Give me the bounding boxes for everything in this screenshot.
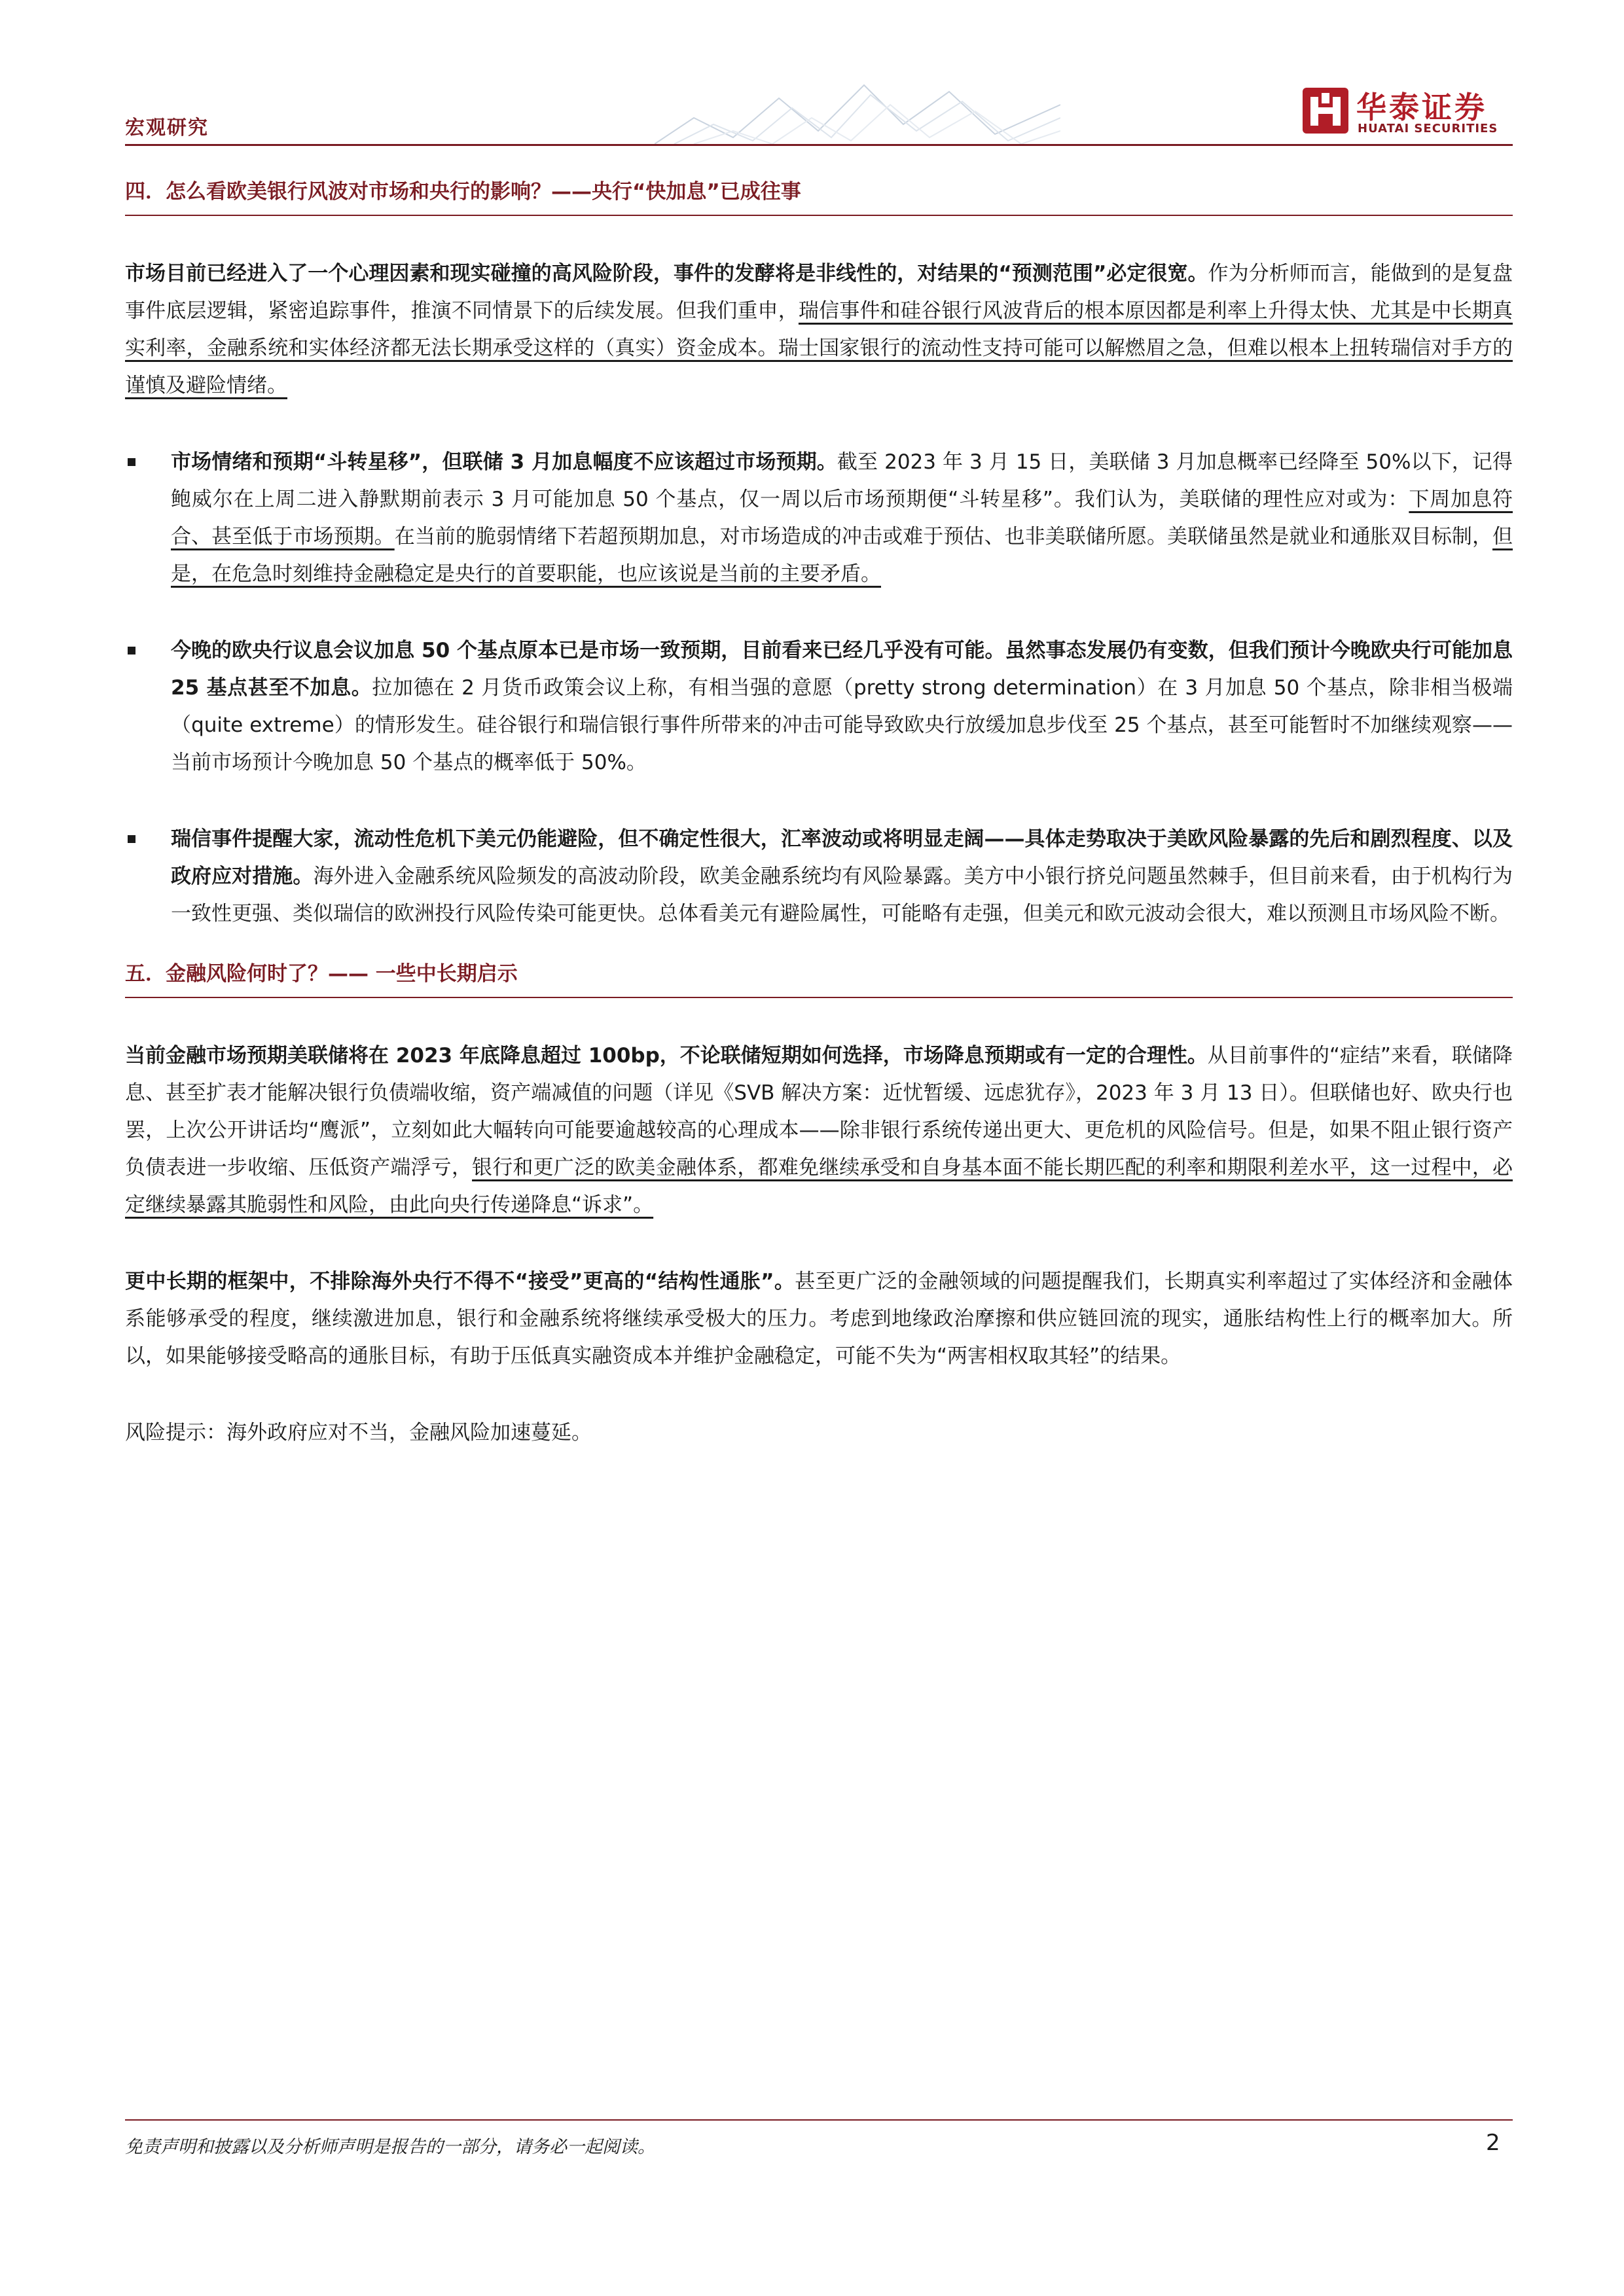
section-4-title: 四．怎么看欧美银行风波对市场和央行的影响？——央行“快加息”已成往事 <box>125 177 1513 216</box>
header-category-label: 宏观研究 <box>125 117 209 139</box>
section-5-paragraph-1 <box>125 1037 1513 1224</box>
section-4-intro-paragraph <box>125 255 1513 404</box>
bullet-item-dollar-safe-haven <box>125 821 1513 933</box>
bullet-1-body-text-2: 在当前的脆弱情绪下若超预期加息，对市场造成的冲击或难于预估、也非美联储所愿。美联储虽然是就业和通胀双目标制， <box>394 525 1493 548</box>
bullet-1-bold-text: 市场情绪和预期“斗转星移”，但联储 3 月加息幅度不应该超过市场预期。 <box>171 450 837 474</box>
bullet-1-underlined-text: 下周加息符合、甚至低于市场预期。 <box>171 488 1513 548</box>
header-decoration-graphic <box>655 79 1060 144</box>
page-number: 2 <box>1486 2130 1500 2156</box>
intro-bold-text: 市场目前已经进入了一个心理因素和现实碰撞的高风险阶段，事件的发酵将是非线性的，对结果的“预测范围”必定很宽。 <box>125 262 1208 285</box>
section-5-p2-bold-text: 更中长期的框架中，不排除海外央行不得不“接受”更高的“结构性通胀”。 <box>125 1270 795 1293</box>
bullet-3-bold-text: 瑞信事件提醒大家，流动性危机下美元仍能避险，但不确定性很大，汇率波动或将明显走阔——具体走势取决于美欧风险暴露的先后和剧烈程度、以及政府应对措施。 <box>171 827 1513 888</box>
section-5-p1-body-text: 从目前事件的“症结”来看，联储降息、甚至扩表才能解决银行负债端收缩，资产端减值的问题（详见《SVB 解决方案：近忧暂缓、远虑犹存》，2023 年 3 月 13 日）。但联储也好、欧央行也罢，上次公开讲话均“鹰派”，立刻如此大幅转向可能要逾越较高的心理成本——除非银行系统传递出更大、更危机的风险信号。但是，如果不阻止银行资产负债表进一步收缩、压低资产端浮亏， <box>125 1044 1513 1179</box>
logo-english-name: HUATAI SECURITIES <box>1358 122 1498 135</box>
bullet-1-underlined-text-2: 但是，在危急时刻维持金融稳定是央行的首要职能，也应该说是当前的主要矛盾。 <box>171 525 1513 586</box>
section-5-title: 五．金融风险何时了？—— 一些中长期启示 <box>125 959 1513 998</box>
bullet-item-ecb-meeting <box>125 632 1513 781</box>
header-divider <box>125 144 1513 146</box>
bullet-square-icon <box>128 647 135 655</box>
bullet-item-fed-expectations <box>125 444 1513 593</box>
section-5-paragraph-2 <box>125 1263 1513 1375</box>
footer-disclaimer: 免责声明和披露以及分析师声明是报告的一部分，请务必一起阅读。 <box>125 2137 655 2157</box>
bullet-2-bold-text: 今晚的欧央行议息会议加息 50 个基点原本已是市场一致预期，目前看来已经几乎没有可能。虽然事态发展仍有变数，但我们预计今晚欧央行可能加息 25 基点甚至不加息。 <box>171 639 1513 700</box>
section-5-p1-underlined-text: 银行和更广泛的欧美金融体系，都难免继续承受和自身基本面不能长期匹配的利率和期限利差水平，这一过程中，必定继续暴露其脆弱性和风险，由此向央行传递降息“诉求”。 <box>125 1156 1513 1217</box>
bullet-2-body-text: 拉加德在 2 月货币政策会议上称，有相当强的意愿（pretty strong determination）在 3 月加息 50 个基点，除非相当极端（quite extreme）的情形发生。硅谷银行和瑞信银行事件所带来的冲击可能导致欧央行放缓加息步伐至 25 个基点，甚至可能暂时不加继续观察——当前市场预计今晚加息 50 个基点的概率低于 50%。 <box>171 676 1513 774</box>
bullet-square-icon <box>128 458 135 466</box>
bullet-square-icon <box>128 835 135 843</box>
company-logo <box>1303 84 1519 140</box>
main-content <box>125 177 1513 1452</box>
section-5-p1-bold-text: 当前金融市场预期美联储将在 2023 年底降息超过 100bp，不论联储短期如何选择，市场降息预期或有一定的合理性。 <box>125 1044 1208 1067</box>
section-5-p2-body-text: 甚至更广泛的金融领域的问题提醒我们，长期真实利率超过了实体经济和金融体系能够承受的程度，继续激进加息，银行和金融系统将继续承受极大的压力。考虑到地缘政治摩擦和供应链回流的现实，通胀结构性上行的概率加大。所以，如果能够接受略高的通胀目标，有助于压低真实融资成本并维护金融稳定，可能不失为“两害相权取其轻”的结果。 <box>125 1270 1513 1368</box>
page-header <box>0 0 1624 170</box>
intro-body-text: 作为分析师而言，能做到的是复盘事件底层逻辑，紧密追踪事件，推演不同情景下的后续发展。但我们重申， <box>125 262 1513 323</box>
footer-divider <box>125 2119 1513 2121</box>
risk-warning: 风险提示：海外政府应对不当，金融风险加速蔓延。 <box>125 1421 592 1444</box>
intro-underlined-text: 瑞信事件和硅谷银行风波背后的根本原因都是利率上升得太快、尤其是中长期真实利率，金融系统和实体经济都无法长期承受这样的（真实）资金成本。瑞士国家银行的流动性支持可能可以解燃眉之急，但难以根本上扭转瑞信对手方的谨慎及避险情绪。 <box>125 299 1513 397</box>
bullet-1-body-text: 截至 2023 年 3 月 15 日，美联储 3 月加息概率已经降至 50%以下，记得鲍威尔在上周二进入静默期前表示 3 月可能加息 50 个基点，仅一周以后市场预期便“斗转星移”。我们认为，美联储的理性应对或为： <box>171 450 1513 511</box>
logo-mark-icon <box>1303 88 1348 134</box>
bullet-3-body-text: 海外进入金融系统风险频发的高波动阶段，欧美金融系统均有风险暴露。美方中小银行挤兑问题虽然棘手，但目前来看，由于机构行为一致性更强、类似瑞信的欧洲投行风险传染可能更快。总体看美元有避险属性，可能略有走强，但美元和欧元波动会很大，难以预测且市场风险不断。 <box>171 865 1513 925</box>
logo-chinese-name: 华泰证券 <box>1356 90 1487 125</box>
